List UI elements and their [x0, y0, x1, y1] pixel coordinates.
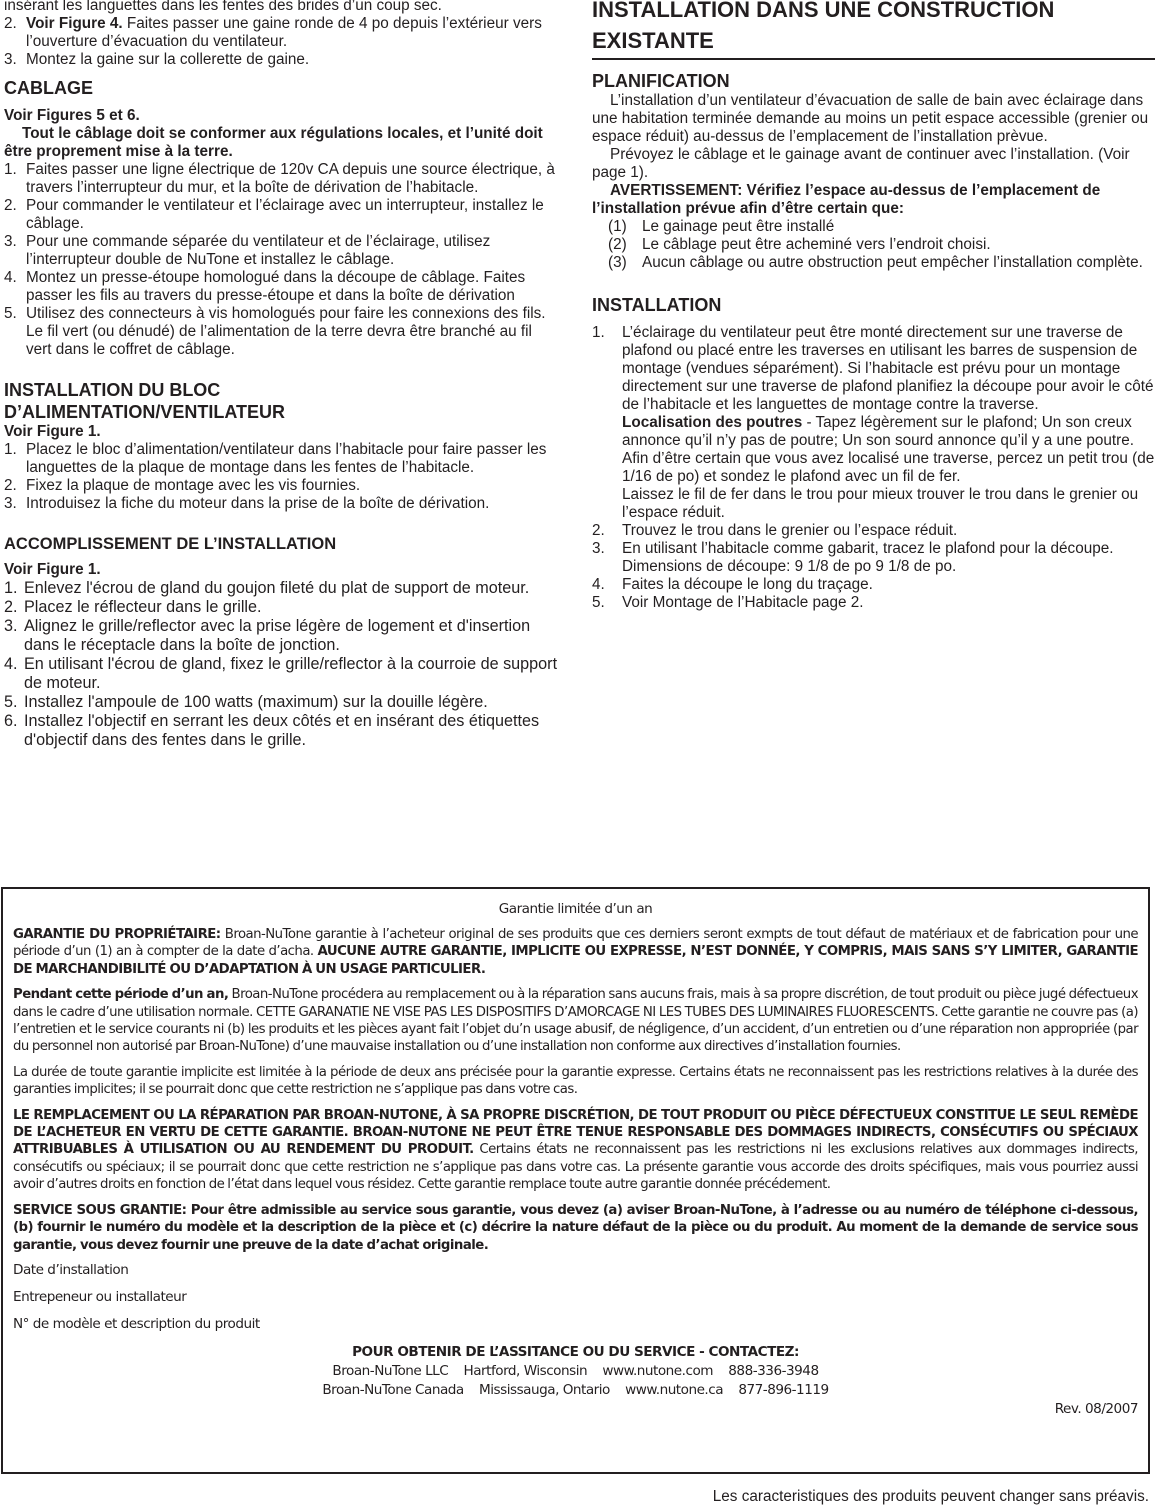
- contact-title: POUR OBTENIR DE L’ASSITANCE OU DU SERVICE - CONTACTEZ:: [352, 1343, 799, 1360]
- plan-paragraph-2: Prévoyez le câblage et le gainage avant de continuer avec l’installation. (Voir page 1).: [592, 146, 1130, 181]
- field-date-installation: Date d’installation: [13, 1261, 129, 1278]
- list-item: 1. Placez le bloc d’alimentation/ventilateur dans l’habitacle pour faire passer les languettes de la plaque de montage dans les fentes de l’habitacle.: [4, 441, 547, 476]
- list-item: 2. Placez le réflecteur dans le grille.: [4, 598, 262, 616]
- list-item: (2) Le câblage peut être acheminé vers l’endroit choisi.: [608, 236, 991, 253]
- list-item: 3. En utilisant l’habitacle comme gabarit, tracez le plafond pour la découpe. Dimensions de découpe: 9 1/8 de po 9 1/8 de po.: [592, 540, 1114, 575]
- intro-continuation: insérant les languettes dans les fentes des brides d’un coup sec.: [4, 0, 442, 14]
- footer-note: Les caracteristiques des produits peuvent changer sans préavis.: [712, 1488, 1149, 1505]
- list-item: (3) Aucun câblage ou autre obstruction peut empêcher l’installation complète.: [608, 254, 1143, 271]
- left-column: [4, 0, 560, 750]
- section-title-installation: INSTALLATION: [592, 295, 722, 315]
- page-title: INSTALLATION DANS UNE CONSTRUCTION EXISTANTE: [592, 0, 1055, 53]
- warranty-paragraph: LE REMPLACEMENT OU LA RÉPARATION PAR BROAN-NUTONE, À SA PROPRE DISCRÉTION, DE TOUT PRODUIT OU PIÈCE DÉFECTUEUX CONSTITUE LE SEUL REMÈDE DE L’ACHETEUR EN VERTU DE CETTE GARANTIE. BROAN-NUTONE NE PEUT ÊTRE TENUE RESPONSABLE DES DOMMAGES INDIRECTS, CONSÉCUTIFS OU SPÉCIAUX ATTRIBUABLES À UTILISATION OU AU RENDEMENT DU PRODUIT. Certains états ne reconnaissent pas les restrictions ni les exclusions relatives aux dommages indirects, consécutifs ou spéciaux; il se pourrait donc que cette restriction ne s’applique pas dans votre cas. La présente garantie vous accorde des droits spécifiques, mais vous pourriez aussi avoir d’autres droits en fonction de l’état dans lequel vous résidez. Cette garantie remplace toute autre garantie donnée précédement.: [13, 1107, 1138, 1193]
- list-item: 5. Utilisez des connecteurs à vis homologués pour faire les connexions des fils. Le fil vert (ou dénudé) de l’alimentation de la terre devra être branché au fil vert dans le coffret de câblage.: [4, 305, 546, 358]
- list-item: 3. Pour une commande séparée du ventilateur et de l’éclairage, utilisez l’interrupteur double de NuTone et installez le câblage.: [4, 233, 491, 268]
- right-column: [592, 0, 1155, 612]
- list-item: 5. Voir Montage de l’Habitacle page 2.: [592, 594, 864, 611]
- section-title-cablage: CABLAGE: [4, 78, 93, 98]
- list-item: 2. Trouvez le trou dans le grenier ou l’espace réduit.: [592, 522, 958, 539]
- accomp-see-figure: Voir Figure 1.: [4, 561, 101, 578]
- cablage-see-figures: Voir Figures 5 et 6.: [4, 107, 140, 124]
- section-title-bloc: INSTALLATION DU BLOC D’ALIMENTATION/VENTILATEUR: [4, 380, 285, 422]
- list-item: 5. Installez l'ampoule de 100 watts (maximum) sur la douille légère.: [4, 693, 488, 711]
- cablage-list: [4, 161, 560, 359]
- list-item: 2. Voir Figure 4. Faites passer une gaine ronde de 4 po depuis l’extérieur vers l’ouverture d’évacuation du ventilateur.: [4, 15, 542, 50]
- section-title-accomplissement: ACCOMPLISSEMENT DE L’INSTALLATION: [4, 535, 337, 553]
- list-item: 4. En utilisant l'écrou de gland, fixez le grille/reflector à la courroie de support de moteur.: [4, 655, 558, 692]
- warranty-service: SERVICE SOUS GRANTIE: Pour être admissible au service sous garantie, vous devez (a) aviser Broan-NuTone, à l’adresse ou au numéro de téléphone ci-dessous, (b) fournir le numéro du modèle et la description de la pièce et (c) décrire la nature défaut de la pièce ou du produit. Au moment de la demande de service sous garantie, vous devez fournir une preuve de la date d’achat originale.: [13, 1202, 1138, 1253]
- section-title-planification: PLANIFICATION: [592, 71, 730, 91]
- list-item: 1. L’éclairage du ventilateur peut être monté directement sur une traverse de plafond ou placé entre les traverses en utilisant les barres de suspension de montage (vendues séparément). Si l’habitacle est prévu pour un montage directement sur une traverse de plafond planifiez la découpe pour avoir le côté de l’habitacle et les languettes de montage contre la traverse. Localisation des poutres - Tapez légèrement sur le plafond; Un son creux annonce qu’il n’y pas de poutre; Un son sourd annonce qu’il y a une poutre. Afin d’être certain que vous avez localisé une traverse, percez un petit trou (de 1/16 de po) et sondez le plafond avec un fil de fer. Laissez le fil de fer dans le trou pour mieux trouver le trou dans le grenier ou l’espace réduit.: [592, 324, 1155, 521]
- accomp-list: [4, 579, 560, 750]
- list-item: (1) Le gainage peut être installé: [608, 218, 835, 235]
- list-item: 1. Enlevez l'écrou de gland du goujon fileté du plat de support de moteur.: [4, 579, 530, 597]
- list-item: 4. Faites la découpe le long du traçage.: [592, 576, 873, 593]
- plan-checklist: [592, 218, 1155, 272]
- warranty-paragraph: GARANTIE DU PROPRIÉTAIRE: Broan-NuTone garantie à l’acheteur original de ses produits que ces derniers seront exmpts de tout défaut de matériaux et de fabrication pour une période d’un (1) an à compter de la date d’acha. AUCUNE AUTRE GARANTIE, IMPLICITE OU EXPRESSE, N’EST DONNÉE, Y COMPRIS, MAIS SANS S’Y LIMITER, GARANTIE DE MARCHANDIBILITÉ OU D’ADAPTATION À UN USAGE PARTICULIER.: [13, 927, 1139, 977]
- plan-warning: AVERTISSEMENT: Vérifiez l’espace au-dessus de l’emplacement de l’installation prévue afin d’être certain que:: [592, 182, 1101, 217]
- list-item: 3. Introduisez la fiche du moteur dans la prise de la boîte de dérivation.: [4, 495, 490, 512]
- revision-date: Rev. 08/2007: [1054, 1400, 1138, 1417]
- installation-list: [592, 324, 1155, 612]
- list-item: 3. Montez la gaine sur la collerette de gaine.: [4, 51, 310, 68]
- list-item: 4. Montez un presse-étoupe homologué dans la découpe de câblage. Faites passer les fils au travers du presse-étoupe et dans la boîte de dérivation: [4, 269, 526, 304]
- bloc-see-figure: Voir Figure 1.: [4, 423, 101, 440]
- warranty-paragraph: Pendant cette période d’un an, Broan-NuTone procédera au remplacement ou à la réparation sans aucuns frais, mais à sa propre discrétion, de tout produit ou pièce jugé défectueux dans le cadre d’une utilisation normale. CETTE GARANATIE NE VISE PAS LES DISPOSITIFS D’AMORCAGE NI LES TUBES DES LUMINAIRES FLUORESCENTS. Cette garantie ne couvre pas (a) l’entretien et le service courants ni (b) les produits et les pièces ayant fait l’objet du’n usage abusif, de négligence, d’un accident, d’un entretien ou d’une réparation non appropriée (par du personnel non autorisé par Broan-NuTone) d’une mauvaise installation ou d’une installation non conforme aux directives d’installation fournies.: [13, 987, 1139, 1055]
- cablage-warning: Tout le câblage doit se conformer aux régulations locales, et l’unité doit être proprement mise à la terre.: [4, 125, 543, 160]
- field-installer: Entrepeneur ou installateur: [13, 1288, 187, 1305]
- title-divider: [592, 58, 1155, 60]
- list-item: 2. Fixez la plaque de montage avec les vis fournies.: [4, 477, 361, 494]
- warranty-paragraph: La durée de toute garantie implicite est limitée à la période de deux ans précisée pour la garantie expresse. Certains états ne reconnaissent pas les restrictions relatives à la durée des garanties implicites; il se pourrait donc que cette restriction ne s’applique pas dans votre cas.: [13, 1064, 1138, 1098]
- list-item: 6. Installez l'objectif en serrant les deux côtés et en insérant des étiquettes d'objectif dans des fentes dans le grille.: [4, 712, 540, 749]
- contact-us: Broan-NuTone LLC Hartford, Wisconsin www.nutone.com 888-336-3948: [332, 1362, 819, 1379]
- warranty-box: [1, 887, 1150, 1474]
- warranty-title: Garantie limitée d’un an: [498, 901, 653, 917]
- contact-canada: Broan-NuTone Canada Mississauga, Ontario www.nutone.ca 877-896-1119: [322, 1381, 829, 1398]
- field-model: N° de modèle et description du produit: [13, 1315, 260, 1332]
- bloc-list: [4, 441, 560, 513]
- plan-paragraph-1: L’installation d’un ventilateur d’évacuation de salle de bain avec éclairage dans une habitation terminée demande au moins un petit espace accessible (grenier ou espace réduit) au-dessus de l’emplacement de l’installation prèvue.: [592, 92, 1149, 145]
- list-item: 2. Pour commander le ventilateur et l’éclairage avec un interrupteur, installez le câblage.: [4, 197, 544, 232]
- list-item: 3. Alignez le grille/reflector avec la prise légère de logement et d'insertion dans le réceptacle dans la boîte de jonction.: [4, 617, 531, 654]
- list-item: 1. Faites passer une ligne électrique de 120v CA depuis une source électrique, à travers l’interrupteur du mur, et la boîte de dérivation de l’habitacle.: [4, 161, 555, 196]
